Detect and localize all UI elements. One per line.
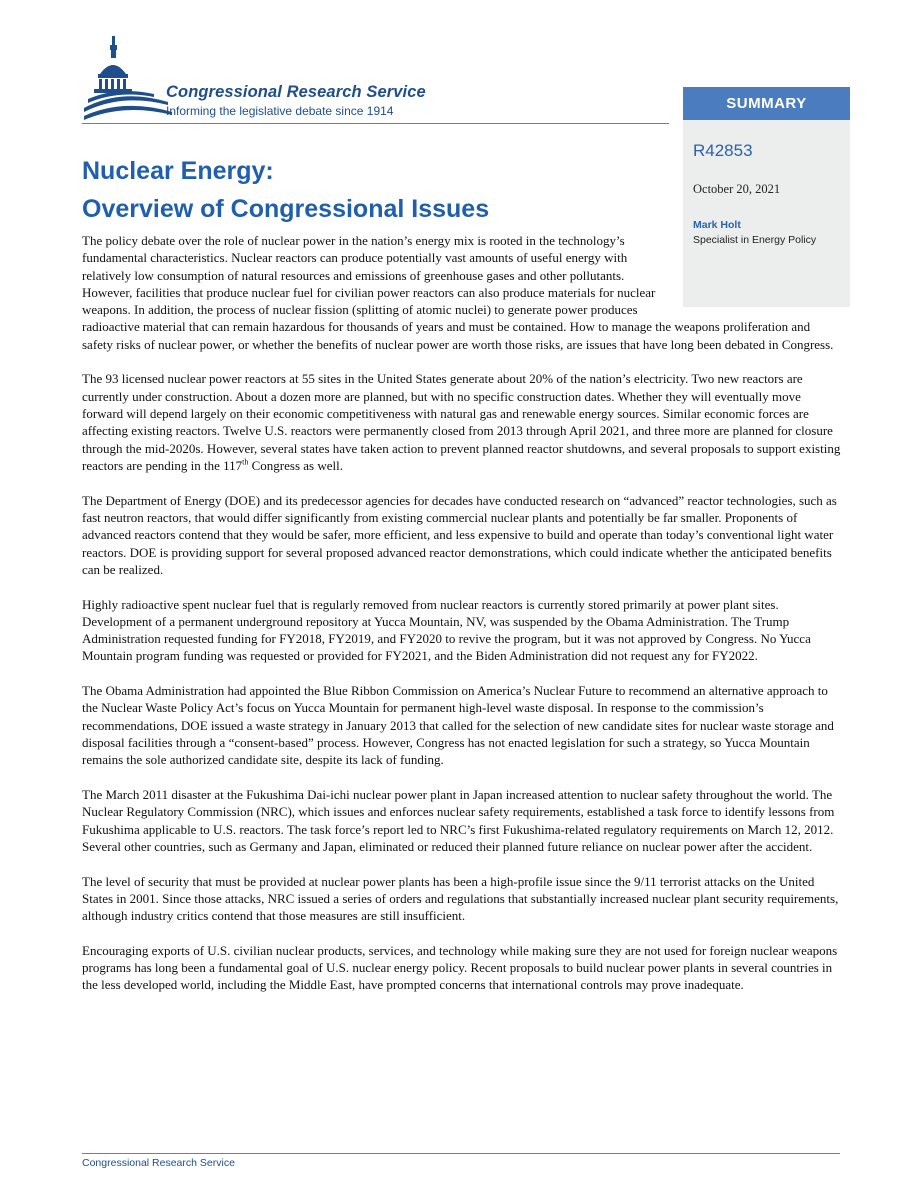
- report-id: R42853: [693, 141, 753, 160]
- title-line-1: Nuclear Energy:: [82, 157, 274, 185]
- paragraph-advanced-reactors: The Department of Energy (DOE) and its predecessor agencies for decades have conducted research on “advanced” reactor technologies, such as fast neutron reactors, that would differ significantly from existing commercial nuclear plants and potentially be far smaller. Proponents of advanced reactors contend that they would be safer, more efficient, and less expensive to build and operate than today’s conventional light water reactors. DOE is providing support for several proposed advanced reactor demonstrations, which could indicate whether the anticipated benefits can be realized.: [82, 492, 837, 577]
- author-name: Mark Holt: [693, 219, 741, 231]
- org-tagline: Informing the legislative debate since 1914: [166, 104, 394, 118]
- footer-org-name: Congressional Research Service: [82, 1157, 235, 1169]
- summary-body: [82, 232, 844, 1011]
- paragraph-fukushima: The March 2011 disaster at the Fukushima Dai-ichi nuclear power plant in Japan increased attention to nuclear safety throughout the world. The Nuclear Regulatory Commission (NRC), which issues and enforces nuclear safety requirements, established a task force to identify lessons from Fukushima applicable to U.S. reactors. The task force’s report led to NRC’s first Fukushima-related regulatory requirements on March 12, 2012. Several other countries, such as Germany and Japan, eliminated or reduced their planned future reliance on nuclear power after the accident.: [82, 786, 835, 854]
- paragraph-security: The level of security that must be provided at nuclear power plants has been a high-profile issue since the 9/11 terrorist attacks on the United States in 2001. Since those attacks, NRC issued a series of orders and regulations that substantially increased nuclear plant security requirements, although industry critics contend that those measures are still insufficient.: [82, 873, 839, 924]
- paragraph-licensed-reactors: [82, 370, 844, 474]
- capitol-dome-logo: [82, 36, 172, 122]
- paragraph-spent-fuel: Highly radioactive spent nuclear fuel that is regularly removed from nuclear reactors is currently stored primarily at power plant sites. Development of a permanent underground repository at Yucca Mountain, NV, was suspended by the Obama Administration. The Trump Administration requested funding for FY2018, FY2019, and FY2020 to revive the program, but it was not approved by Congress. No Yucca Mountain program funding was requested or provided for FY2021, and the Biden Administration did not request any for FY2022.: [82, 596, 811, 664]
- ordinal-suffix: th: [242, 457, 249, 467]
- paragraph-text-end: Congress as well.: [248, 457, 343, 473]
- report-date: October 20, 2021: [693, 182, 781, 196]
- footer-divider: [82, 1153, 840, 1154]
- summary-label: SUMMARY: [683, 87, 850, 120]
- title-line-2: Overview of Congressional Issues: [82, 195, 490, 223]
- paragraph-blue-ribbon: The Obama Administration had appointed the Blue Ribbon Commission on America’s Nuclear Future to recommend an alternative approach to the Nuclear Waste Policy Act’s focus on Yucca Mountain for permanent high-level waste disposal. In response to the commission’s recommendations, DOE issued a waste strategy in January 2013 that called for the selection of new candidate sites for nuclear waste storage and disposal facilities through a “consent-based” process. However, Congress has not enacted legislation for such a strategy, so Yucca Mountain remains the sole authorized candidate site, despite its lack of funding.: [82, 683, 834, 768]
- sidebar-spacer: [664, 232, 844, 307]
- page-title: [82, 152, 489, 228]
- author-title: Specialist in Energy Policy: [693, 234, 817, 246]
- paragraph-exports: Encouraging exports of U.S. civilian nuclear products, services, and technology while making sure they are not used for foreign nuclear weapons programs has long been a fundamental goal of U.S. nuclear energy policy. Recent proposals to build nuclear power plants in several countries in the less developed world, including the Middle East, have prompted concerns that international controls may prove inadequate.: [82, 942, 838, 993]
- header-divider: [82, 123, 669, 124]
- paragraph-text: The 93 licensed nuclear power reactors at 55 sites in the United States generate about 20% of the nation’s electricity. Two new reactors are currently under construction. About a dozen more are planned, but with no specific construction dates. Whether they will eventually move forward will depend largely on their economic competitiveness with natural gas and renewable energy sources. Similar economic forces are affecting existing reactors. Twelve U.S. reactors were permanently closed from 2013 through April 2021, and three more are planned for closure through the mid-2020s. However, several states have taken action to prevent planned reactor shutdowns, and several proposals to support existing reactors are pending in the 117: [82, 371, 841, 473]
- org-name: Congressional Research Service: [166, 83, 426, 101]
- paragraph-policy-debate: The policy debate over the role of nuclear power in the nation’s energy mix is rooted in the technology’s fundamental characteristics. Nuclear reactors can produce potentially vast amounts of useful energy with relatively low consumption of natural resources and emissions of greenhouse gases and other pollutants. However, facilities that produce nuclear fuel for civilian power reactors can also produce materials for nuclear weapons. In addition, the process of nuclear fission (splitting of atomic nuclei) to generate power produces radioactive material that can remain hazardous for thousands of years and must be contained. How to manage the weapons proliferation and safety risks of nuclear power, or whether the benefits of nuclear power are worth those risks, are issues that have long been debated in Congress.: [82, 233, 834, 352]
